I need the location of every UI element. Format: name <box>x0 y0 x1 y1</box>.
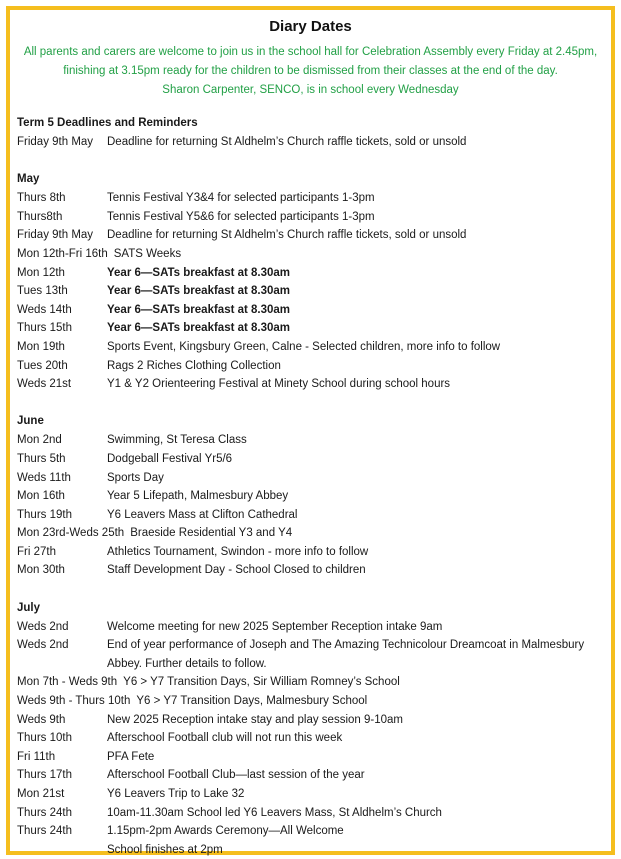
intro-line: All parents and carers are welcome to join us in the school hall for Celebration Assembly every Friday at 2.45pm, <box>23 46 598 58</box>
row-date: Mon 19th <box>17 340 65 353</box>
row-date: Friday 9th May <box>17 229 94 242</box>
section-heading: Term 5 Deadlines and Reminders <box>17 117 198 129</box>
diary-row <box>17 766 605 785</box>
row-desc: Tennis Festival Y5&6 for selected participants 1-3pm <box>107 210 375 223</box>
page-title: Diary Dates <box>269 18 352 35</box>
diary-row <box>17 469 605 488</box>
row-date: Weds 9th - Thurs 10th <box>17 695 131 708</box>
row-desc: Braeside Residential Y3 and Y4 <box>130 527 293 540</box>
row-desc: Afterschool Football Club—last session of the year <box>107 769 365 782</box>
section-june <box>17 412 605 580</box>
diary-row <box>17 450 605 469</box>
section-term5 <box>17 114 605 152</box>
row-date: Thurs 10th <box>17 732 72 745</box>
row-date: Thurs 17th <box>17 769 72 782</box>
diary-row <box>17 524 605 543</box>
section-july <box>17 599 605 859</box>
row-date: Weds 11th <box>17 471 71 484</box>
diary-row <box>17 618 605 637</box>
diary-row <box>17 357 605 376</box>
diary-row <box>17 748 605 767</box>
intro-line: finishing at 3.15pm ready for the children to be dismissed from their classes at the end of the day. <box>63 65 558 77</box>
row-desc: Year 6—SATs breakfast at 8.30am <box>107 266 291 279</box>
row-date: Tues 20th <box>17 359 68 372</box>
row-desc: School finishes at 2pm <box>107 843 223 856</box>
row-desc: 10am-11.30am School led Y6 Leavers Mass, St Aldhelm’s Church <box>107 806 442 819</box>
diary-row <box>17 282 605 301</box>
row-date: Fri 11th <box>17 750 56 763</box>
row-date: Mon 30th <box>17 564 65 577</box>
row-date: Thurs 15th <box>17 322 72 335</box>
diary-frame <box>6 6 615 855</box>
row-desc: Y6 > Y7 Transition Days, Sir William Romney’s School <box>123 676 400 689</box>
row-desc: Welcome meeting for new 2025 September Reception intake 9am <box>107 620 443 633</box>
row-date: Mon 2nd <box>17 434 62 447</box>
diary-row <box>17 543 605 562</box>
row-desc: SATS Weeks <box>113 247 182 260</box>
diary-row <box>17 245 605 264</box>
row-desc: Staff Development Day - School Closed to children <box>107 564 366 577</box>
intro-text <box>10 43 611 100</box>
diary-row <box>17 338 605 357</box>
diary-row <box>17 431 605 450</box>
diary-row <box>17 841 605 859</box>
diary-row <box>17 506 605 525</box>
section-may <box>17 170 605 394</box>
section-heading: May <box>17 173 40 186</box>
row-desc: Y6 Leavers Trip to Lake 32 <box>107 788 245 800</box>
row-date: Thurs 8th <box>17 192 66 205</box>
section-heading: July <box>17 601 41 614</box>
diary-row <box>17 692 605 711</box>
diary-row <box>17 264 605 283</box>
diary-row <box>17 319 605 338</box>
diary-row <box>17 822 605 841</box>
row-date: Mon 12th-Fri 16th <box>17 247 108 260</box>
row-date: Thurs 24th <box>17 825 72 838</box>
row-date: Thurs 5th <box>17 452 66 465</box>
diary-row <box>17 673 605 692</box>
diary-row <box>17 487 605 506</box>
row-desc: End of year performance of Joseph and The Amazing Technicolour Dreamcoat in Malmesbury Abbey. Further details to follow. <box>107 639 585 670</box>
row-date: Weds 2nd <box>17 620 69 633</box>
row-date: Mon 21st <box>17 788 65 800</box>
row-desc: Athletics Tournament, Swindon - more info to follow <box>107 545 369 558</box>
row-date: Mon 23rd-Weds 25th <box>17 527 125 540</box>
row-date: Thurs 19th <box>17 508 72 521</box>
row-desc: Year 6—SATs breakfast at 8.30am <box>107 322 291 335</box>
diary-row <box>17 636 605 673</box>
diary-content <box>17 114 605 859</box>
diary-row <box>17 785 605 804</box>
row-date: Weds 9th <box>17 713 66 726</box>
row-desc: Rags 2 Riches Clothing Collection <box>107 359 281 372</box>
row-date <box>17 841 107 859</box>
row-date: Friday 9th May <box>17 136 94 148</box>
row-desc: Deadline for returning St Aldhelm’s Church raffle tickets, sold or unsold <box>107 229 467 242</box>
row-desc: Year 5 Lifepath, Malmesbury Abbey <box>107 490 289 503</box>
row-date: Thurs 24th <box>17 806 72 819</box>
intro-line: Sharon Carpenter, SENCO, is in school every Wednesday <box>162 84 459 96</box>
row-desc: Deadline for returning St Aldhelm’s Church raffle tickets, sold or unsold <box>107 136 467 148</box>
row-desc: PFA Fete <box>107 750 155 763</box>
diary-row <box>17 189 605 208</box>
diary-row <box>17 375 605 394</box>
row-date: Weds 21st <box>17 378 72 391</box>
row-date: Weds 2nd <box>17 639 69 652</box>
row-date: Weds 14th <box>17 303 72 316</box>
row-date: Tues 13th <box>17 285 68 298</box>
row-desc: Sports Event, Kingsbury Green, Calne - Selected children, more info to follow <box>107 340 501 353</box>
row-desc: Swimming, St Teresa Class <box>107 434 247 447</box>
row-date: Fri 27th <box>17 545 56 558</box>
row-desc: Dodgeball Festival Yr5/6 <box>107 452 233 465</box>
row-desc: Afterschool Football club will not run this week <box>107 732 343 745</box>
row-desc: Y6 > Y7 Transition Days, Malmesbury School <box>136 695 368 708</box>
diary-row <box>17 208 605 227</box>
row-desc: Y1 & Y2 Orienteering Festival at Minety School during school hours <box>107 378 451 391</box>
diary-row <box>17 226 605 245</box>
row-desc: Year 6—SATs breakfast at 8.30am <box>107 285 291 298</box>
row-desc: New 2025 Reception intake stay and play session 9-10am <box>107 713 403 726</box>
row-date: Mon 16th <box>17 490 65 503</box>
diary-row <box>17 729 605 748</box>
diary-row <box>17 133 605 152</box>
row-date: Thurs8th <box>17 210 63 223</box>
section-heading: June <box>17 415 44 428</box>
row-desc: Tennis Festival Y3&4 for selected participants 1-3pm <box>107 192 375 205</box>
row-desc: 1.15pm-2pm Awards Ceremony—All Welcome <box>107 825 344 838</box>
row-desc: Y6 Leavers Mass at Clifton Cathedral <box>107 508 298 521</box>
diary-row <box>17 301 605 320</box>
diary-row <box>17 804 605 823</box>
row-date: Mon 12th <box>17 266 65 279</box>
diary-row <box>17 561 605 580</box>
row-desc: Sports Day <box>107 471 164 484</box>
row-date: Mon 7th - Weds 9th <box>17 676 118 689</box>
row-desc: Year 6—SATs breakfast at 8.30am <box>107 303 291 316</box>
diary-row <box>17 711 605 730</box>
